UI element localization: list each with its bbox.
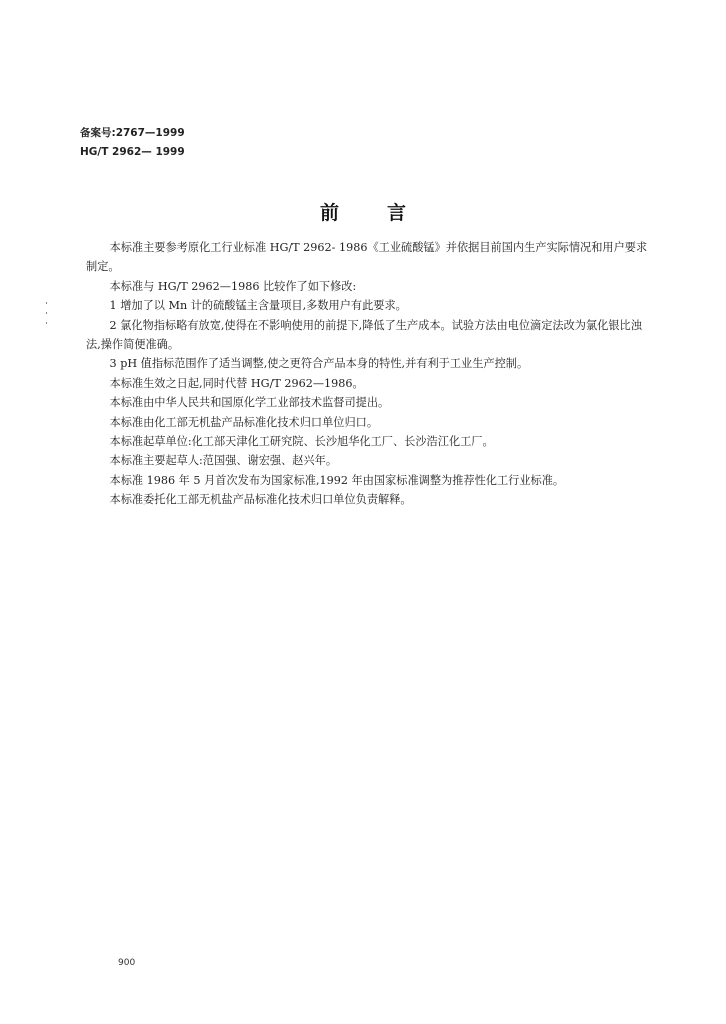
paragraph: 本标准委托化工部无机盐产品标准化技术归口单位负责解释。 [109, 493, 412, 507]
paragraph: 本标准由化工部无机盐产品标准化技术归口单位归口。 [109, 415, 379, 429]
paragraph: 本标准生效之日起,同时代替 HG/T 2962—1986。 [109, 376, 364, 390]
preface-body [86, 238, 656, 510]
page-title: 前言 [319, 202, 454, 224]
paragraph: 2 氯化物指标略有放宽,使得在不影响使用的前提下,降低了生产成本。试验方法由电位滴定法改为氯化银比浊法,操作简便准确。 [86, 318, 642, 352]
document-header [80, 124, 185, 162]
page-number: 900 [118, 958, 136, 968]
paragraph: 本标准 1986 年 5 月首次发布为国家标准,1992 年由国家标准调整为推荐性化工行业标准。 [109, 473, 565, 487]
paragraph: 本标准由中华人民共和国原化学工业部技术监督司提出。 [109, 396, 390, 410]
paragraph: 1 增加了以 Mn 计的硫酸锰主含量项目,多数用户有此要求。 [109, 299, 407, 313]
margin-dot [46, 312, 47, 314]
paragraph: 本标准主要起草人:范国强、谢宏强、赵兴年。 [109, 454, 338, 468]
paragraph: 本标准主要参考原化工行业标准 HG/T 2962- 1986《工业硫酸锰》并依据目前国内生产实际情况和用户要求制定。 [86, 241, 648, 274]
standard-number: HG/T 2962— 1999 [80, 146, 185, 158]
margin-dot [46, 302, 47, 304]
paragraph: 3 pH 值指标范围作了适当调整,使之更符合产品本身的特性,并有利于工业生产控制。 [109, 357, 529, 371]
margin-dot [46, 322, 47, 324]
paragraph: 本标准与 HG/T 2962—1986 比较作了如下修改: [109, 279, 357, 293]
paragraph: 本标准起草单位:化工部天津化工研究院、长沙旭华化工厂、长沙浩江化工厂。 [109, 435, 494, 449]
record-number: 备案号:2767—1999 [80, 127, 185, 139]
